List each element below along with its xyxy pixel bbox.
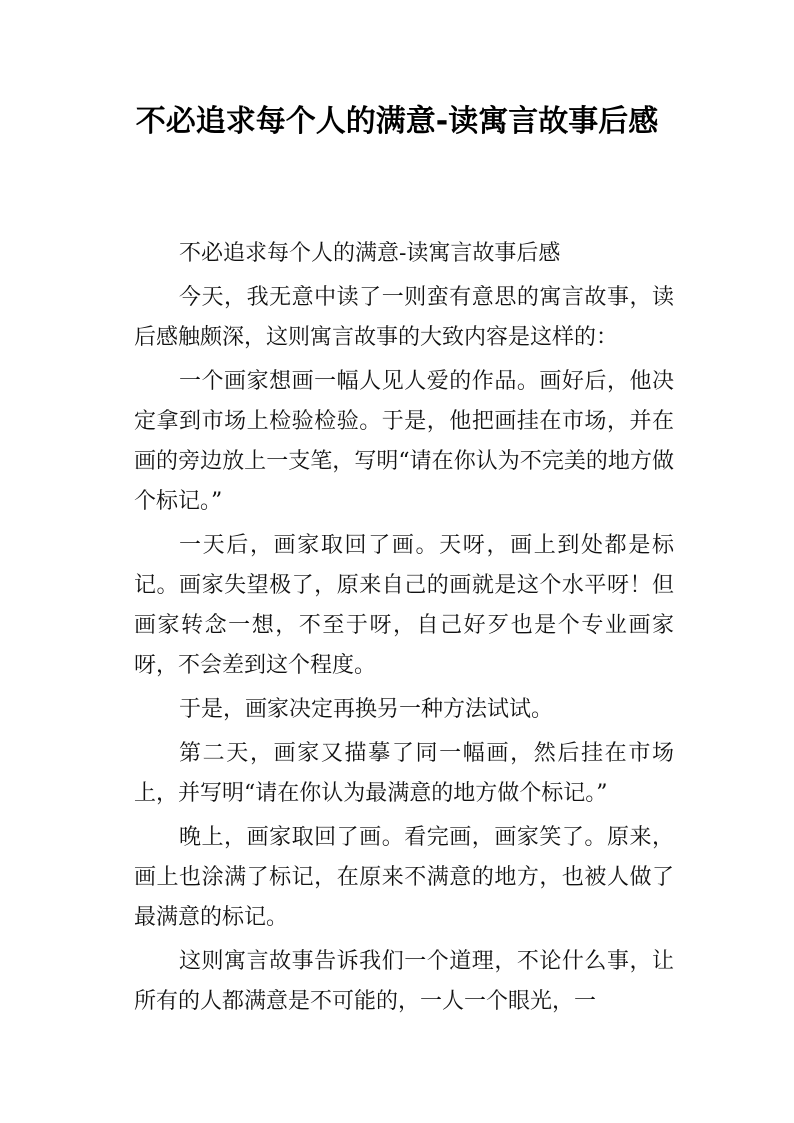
paragraph: 今天，我无意中读了一则蛮有意思的寓言故事，读后感触颇深，这则寓言故事的大致内容是这样的： [134, 285, 674, 350]
paragraph: 不必追求每个人的满意-读寓言故事后感 [179, 241, 561, 266]
paragraph: 一天后，画家取回了画。天呀，画上到处都是标记。画家失望极了，原来自己的画就是这个水平呀！但画家转念一想，不至于呀，自己好歹也是个专业画家呀，不会差到这个程度。 [134, 533, 674, 678]
document-body [134, 234, 674, 1026]
paragraph: 于是，画家决定再换另一种方法试试。 [179, 697, 554, 722]
paragraph: 这则寓言故事告诉我们一个道理，不论什么事，让所有的人都满意是不可能的，一人一个眼光，一 [134, 949, 674, 1014]
paragraph: 第二天，画家又描摹了同一幅画，然后挂在市场上，并写明“请在你认为最满意的地方做个标记。” [134, 741, 674, 806]
paragraph: 一个画家想画一幅人见人爱的作品。画好后，他决定拿到市场上检验检验。于是，他把画挂在市场，并在画的旁边放上一支笔，写明“请在你认为不完美的地方做个标记。” [134, 369, 674, 514]
paragraph: 晚上，画家取回了画。看完画，画家笑了。原来，画上也涂满了标记，在原来不满意的地方，也被人做了最满意的标记。 [134, 825, 674, 930]
document-title: 不必追求每个人的满意-读寓言故事后感 [135, 104, 659, 139]
